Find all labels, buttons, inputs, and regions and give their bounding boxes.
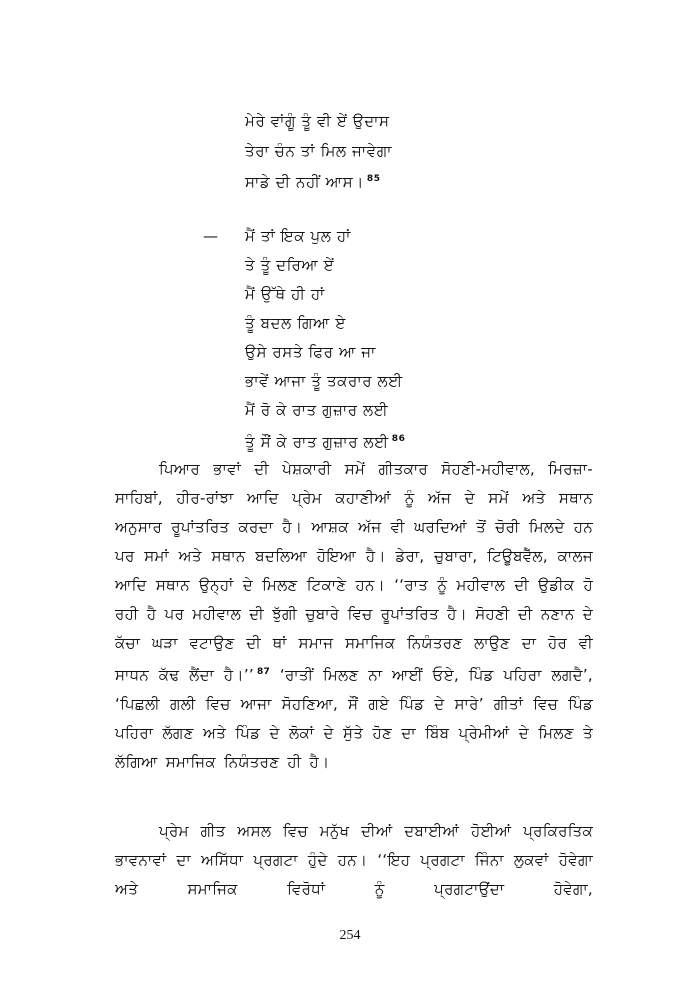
verse-line: ਤੂੰ ਬਦਲ ਗਿਆ ਏ — [245, 314, 346, 332]
verse-line: ਮੈਂ ਉੱਥੇ ਹੀ ਹਾਂ — [245, 285, 325, 303]
verse-line: ਮੇਰੇ ਵਾਂਗੂੰ ਤੂੰ ਵੀ ਏਂ ਉਦਾਸ — [245, 112, 390, 130]
verse-text: ਤੂੰ ਸੌਂ ਕੇ ਰਾਤ ਗੁਜ਼ਾਰ ਲਈ — [245, 433, 389, 451]
verse-line: ਭਾਵੇਂ ਆਜਾ ਤੂੰ ਤਕਰਾਰ ਲਈ — [245, 372, 403, 390]
verse-line: ਮੈਂ ਰੋ ਕੇ ਰਾਤ ਗੁਜ਼ਾਰ ਲਈ — [245, 401, 389, 419]
verse-line: ਤੇਰਾ ਚੰਨ ਤਾਂ ਮਿਲ ਜਾਵੇਗਾ — [245, 142, 393, 160]
verse-line: ਉਸੇ ਰਸਤੇ ਫਿਰ ਆ ਜਾ — [245, 343, 376, 361]
body-paragraph-2: ਪ੍ਰੇਮ ਗੀਤ ਅਸਲ ਵਿਚ ਮਨੁੱਖ ਦੀਆਂ ਦਬਾਈਆਂ ਹੋਈਆਂ ਪ੍ਰਕਿਰਤਿਕ ਭਾਵਨਾਵਾਂ ਦਾ ਅਸਿੱਧਾ ਪ੍ਰਗਟਾ ਹੁੰਦੇ ਹਨ। ‘‘ਇਹ ਪ੍ਰਗਟਾ ਜਿੰਨਾ ਲੁਕਵਾਂ ਹੋਵੇਗਾ ਅਤੇ ਸਮਾਜਿਕ ਵਿਰੋਧਾਂ ਨੂੰ ਪ੍ਰਗਟਾਉਂਦਾ ਹੋਵੇਗਾ, — [115, 822, 593, 898]
body-paragraph-1 — [115, 455, 593, 777]
em-dash: — — [203, 227, 218, 245]
verse-line — [245, 169, 381, 192]
verse-line: ਤੇ ਤੂੰ ਦਰਿਆ ਏਂ — [245, 256, 335, 274]
paragraph-text: ਪਿਆਰ ਭਾਵਾਂ ਦੀ ਪੇਸ਼ਕਾਰੀ ਸਮੇਂ ਗੀਤਕਾਰ ਸੋਹਣੀ-ਮਹੀਵਾਲ, ਮਿਰਜ਼ਾ-ਸਾਹਿਬਾਂ, ਹੀਰ-ਰਾਂਝਾ ਆਦਿ ਪ੍ਰੇਮ ਕਹਾਣੀਆਂ ਨੂੰ ਅੱਜ ਦੇ ਸਮੇਂ ਅਤੇ ਸਥਾਨ ਅਨੁਸਾਰ ਰੂਪਾਂਤਰਿਤ ਕਰਦਾ ਹੈ। ਆਸ਼ਕ ਅੱਜ ਵੀ ਘਰਦਿਆਂ ਤੋਂ ਚੋਰੀ ਮਿਲਦੇ ਹਨ ਪਰ ਸਮਾਂ ਅਤੇ ਸਥਾਨ ਬਦਲਿਆ ਹੋਇਆ ਹੈ। ਡੇਰਾ, ਚੁਬਾਰਾ, ਟਿਊਬਵੈੱਲ, ਕਾਲਜ ਆਦਿ ਸਥਾਨ ਉਨ੍ਹਾਂ ਦੇ ਮਿਲਣ ਟਿਕਾਣੇ ਹਨ। ‘‘ਰਾਤ ਨੂੰ ਮਹੀਵਾਲ ਦੀ ਉਡੀਕ ਹੋ ਰਹੀ ਹੈ ਪਰ ਮਹੀਵਾਲ ਦੀ ਝੁੱਗੀ ਚੁਬਾਰੇ ਵਿਚ ਰੂਪਾਂਤਰਿਤ ਹੈ। ਸੋਹਣੀ ਦੀ ਨਣਾਨ ਦੇ ਕੱਚਾ ਘੜਾ ਵਟਾਉਣ ਦੀ ਥਾਂ ਸਮਾਜ ਸਮਾਜਿਕ ਨਿਯੰਤਰਣ ਲਾਉਣ ਦਾ ਹੋਰ ਵੀ ਸਾਧਨ ਕੱਢ ਲੈਂਦਾ ਹੈ।’’ — [115, 460, 593, 684]
verse-line: ਮੈਂ ਤਾਂ ਇਕ ਪੁਲ ਹਾਂ — [245, 227, 351, 245]
footnote-ref-85: 85 — [366, 174, 381, 184]
page-number: 254 — [339, 928, 361, 943]
paragraph-text: ‘ਰਾਤੀਂ ਮਿਲਣ ਨਾ ਆਈਂ ਓਏ, ਪਿੰਡ ਪਹਿਰਾ ਲਗਦੈ’, ‘ਪਿਛਲੀ ਗਲੀ ਵਿਚ ਆਜਾ ਸੋਹਣਿਆ, ਸੌਂ ਗਏ ਪਿੰਡ ਦੇ ਸਾਰੇ’ ਗੀਤਾਂ ਵਿਚ ਪਿੰਡ ਪਹਿਰਾ ਲੱਗਣ ਅਤੇ ਪਿੰਡ ਦੇ ਲੋਕਾਂ ਦੇ ਸੁੱਤੇ ਹੋਣ ਦਾ ਬਿੰਬ ਪ੍ਰੇਮੀਆਂ ਦੇ ਮਿਲਣ ਤੇ ਲੱਗਿਆ ਸਮਾਜਿਕ ਨਿਯੰਤਰਣ ਹੀ ਹੈ। — [115, 666, 593, 771]
footnote-ref-86: 86 — [391, 434, 406, 444]
footnote-ref-87: 87 — [256, 667, 271, 677]
verse-text: ਸਾਡੇ ਦੀ ਨਹੀਂ ਆਸ। — [245, 173, 364, 191]
verse-line — [245, 429, 405, 452]
